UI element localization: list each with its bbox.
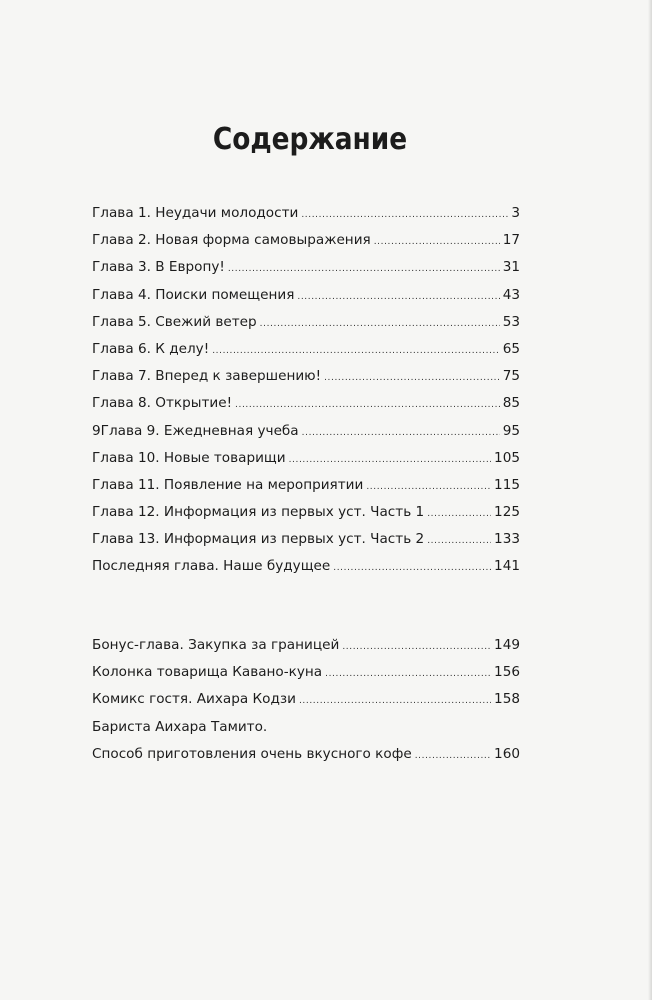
toc-entry-page: 133 bbox=[494, 531, 520, 548]
toc-entry-page: 160 bbox=[494, 745, 520, 762]
toc-entry-title: Глава 4. Поиски помещения bbox=[92, 286, 295, 303]
dot-leader bbox=[374, 229, 500, 256]
toc-entry bbox=[92, 526, 520, 553]
dot-leader bbox=[325, 661, 491, 688]
toc-entry-title: Глава 11. Появление на мероприятии bbox=[92, 476, 364, 493]
toc-entry-page: 65 bbox=[502, 340, 520, 357]
toc-entry bbox=[92, 309, 520, 336]
toc-entry bbox=[92, 714, 520, 741]
dot-leader bbox=[302, 420, 500, 447]
toc-entry-page: 43 bbox=[502, 286, 520, 303]
page-title: Содержание bbox=[212, 122, 408, 158]
toc-entry bbox=[92, 472, 520, 499]
toc-entry bbox=[92, 445, 520, 472]
toc-entry bbox=[92, 363, 520, 390]
toc-entry bbox=[92, 659, 520, 686]
toc-entry-title: Бонус-глава. Закупка за границей bbox=[92, 637, 340, 653]
toc-entry bbox=[92, 336, 520, 363]
toc-entry bbox=[92, 741, 520, 768]
toc-entry-title: Бариста Аихара Тамито. bbox=[92, 718, 268, 735]
dot-leader bbox=[212, 338, 500, 365]
toc-entry bbox=[92, 227, 520, 254]
toc-entry-title: Глава 7. Вперед к завершению! bbox=[92, 368, 322, 385]
dot-leader bbox=[333, 555, 491, 582]
toc-entry bbox=[92, 418, 520, 445]
toc-extras-list bbox=[92, 632, 520, 768]
toc-entry-title: Последняя глава. Наше будущее bbox=[92, 558, 331, 575]
toc-entry-title: Колонка товарища Кавано-куна bbox=[92, 664, 323, 681]
toc-entry bbox=[92, 200, 520, 227]
toc-entry-page: 125 bbox=[494, 504, 520, 521]
toc-entry-page: 156 bbox=[494, 664, 520, 681]
toc-entry-title: Комикс гостя. Аихара Кодзи bbox=[92, 691, 296, 708]
toc-entry bbox=[92, 254, 520, 281]
dot-leader bbox=[235, 392, 500, 419]
dot-leader bbox=[260, 311, 500, 338]
toc-entry-page: 149 bbox=[494, 637, 520, 653]
toc-entry-page: 115 bbox=[494, 476, 520, 493]
toc-entry-page: 3 bbox=[511, 205, 520, 221]
toc-entry-title: Глава 2. Новая форма самовыражения bbox=[92, 232, 371, 249]
toc-entry-page: 31 bbox=[502, 259, 520, 276]
toc-entry-title: 9Глава 9. Ежедневная учеба bbox=[92, 422, 299, 439]
toc-entry-title: Глава 8. Открытие! bbox=[92, 395, 233, 412]
dot-leader bbox=[228, 256, 500, 283]
toc-entry-page: 75 bbox=[502, 368, 520, 385]
dot-leader bbox=[289, 447, 491, 474]
toc-entry-page: 141 bbox=[494, 558, 520, 575]
dot-leader bbox=[415, 743, 491, 770]
toc-entry bbox=[92, 553, 520, 580]
toc-entry bbox=[92, 499, 520, 526]
toc-entry-title: Глава 5. Свежий ветер bbox=[92, 313, 257, 330]
toc-entry-page: 105 bbox=[494, 449, 520, 466]
toc-entry-title: Глава 6. К делу! bbox=[92, 340, 210, 357]
toc-entry-page: 17 bbox=[502, 232, 520, 249]
dot-leader bbox=[297, 284, 499, 311]
toc-entry-page: 158 bbox=[494, 691, 520, 708]
toc-entry bbox=[92, 632, 520, 659]
toc-entry-page: 85 bbox=[502, 395, 520, 412]
toc-entry-page: 53 bbox=[502, 313, 520, 330]
toc-entry-title: Глава 13. Информация из первых уст. Часть 2 bbox=[92, 531, 425, 548]
dot-leader bbox=[366, 474, 491, 501]
toc-entry-title: Способ приготовления очень вкусного кофе bbox=[92, 745, 412, 762]
dot-leader bbox=[299, 688, 491, 715]
toc-entry bbox=[92, 282, 520, 309]
page-edge bbox=[648, 0, 652, 1000]
toc-entry bbox=[92, 686, 520, 713]
dot-leader bbox=[324, 365, 500, 392]
toc-entry-page: 95 bbox=[502, 422, 520, 439]
toc-chapters-list bbox=[92, 200, 520, 581]
toc-entry-title: Глава 10. Новые товарищи bbox=[92, 449, 286, 466]
dot-leader bbox=[342, 634, 491, 661]
dot-leader bbox=[427, 501, 491, 528]
dot-leader bbox=[427, 528, 491, 555]
toc-entry-title: Глава 1. Неудачи молодости bbox=[92, 205, 299, 221]
toc-entry-title: Глава 12. Информация из первых уст. Часть 1 bbox=[92, 504, 425, 521]
toc-entry-title: Глава 3. В Европу! bbox=[92, 259, 225, 276]
toc-entry bbox=[92, 390, 520, 417]
dot-leader bbox=[301, 202, 508, 229]
